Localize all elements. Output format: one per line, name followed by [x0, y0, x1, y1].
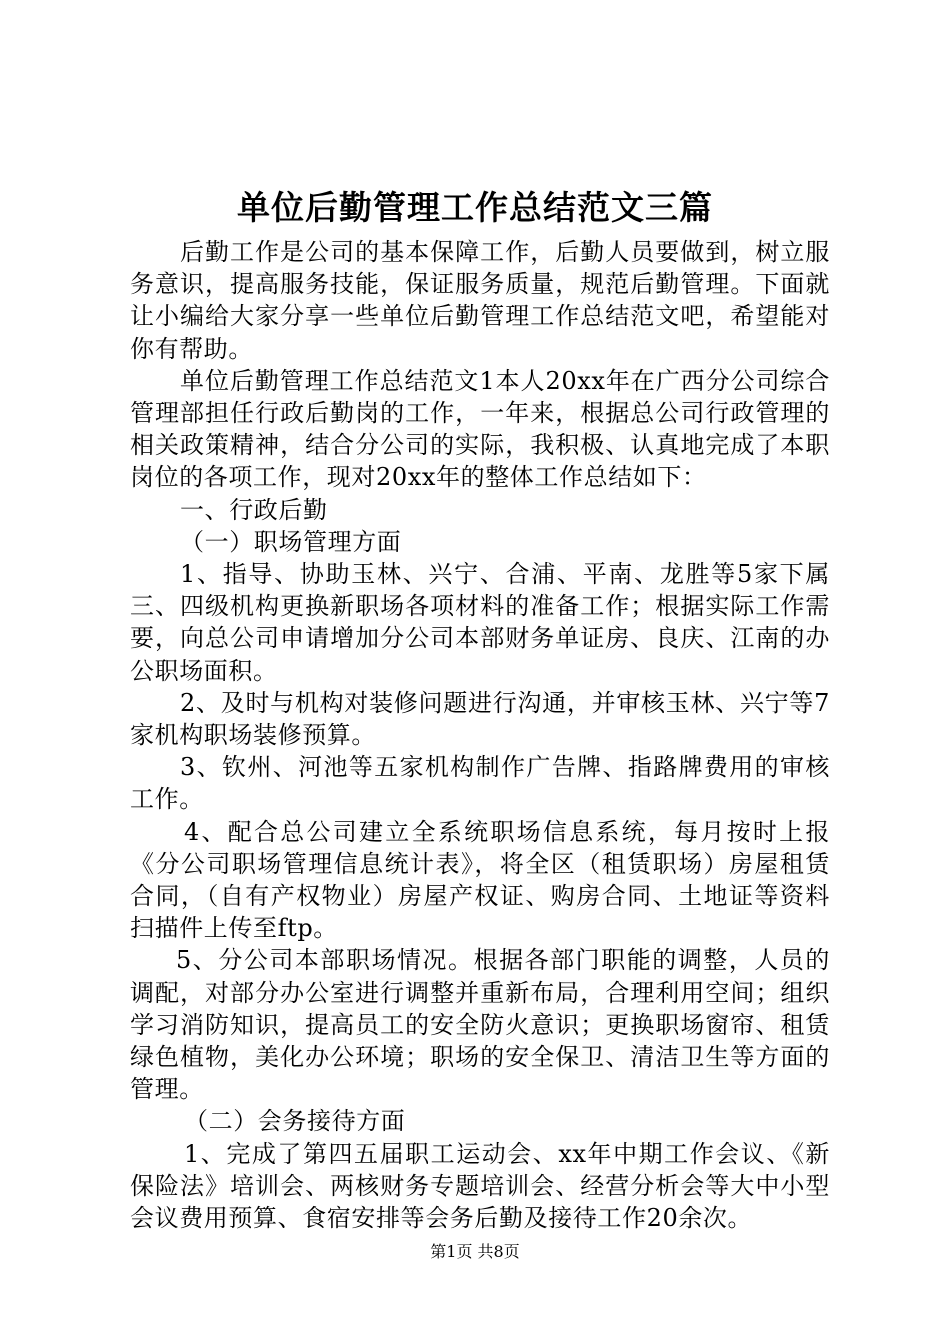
paragraph-intro: 后勤工作是公司的基本保障工作，后勤人员要做到，树立服务意识，提高服务技能，保证服务质量，规范后勤管理。下面就让小编给大家分享一些单位后勤管理工作总结范文吧，希望能对你有帮助。 [130, 238, 830, 363]
heading-workplace-management: （一）职场管理方面 [180, 527, 402, 556]
paragraph-item-4: 4、配合总公司建立全系统职场信息系统，每月按时上报《分公司职场管理信息统计表》，将全区（租赁职场）房屋租赁合同，（自有产权物业）房屋产权证、购房合同、土地证等资料扫描件上传至ftp。 [130, 817, 830, 943]
document-body [130, 236, 830, 1234]
page-footer: 第1页 共8页 [430, 1242, 520, 1261]
paragraph-item-5: 5、分公司本部职场情况。根据各部门职能的调整，人员的调配，对部分办公室进行调整并重新布局，合理利用空间；组织学习消防知识，提高员工的安全防火意识；更换职场窗帘、租赁绿色植物，美化办公环境；职场的安全保卫、清洁卫生等方面的管理。 [130, 946, 830, 1104]
paragraph-summary-1: 单位后勤管理工作总结范文1本人20xx年在广西分公司综合管理部担任行政后勤岗的工作，一年来，根据总公司行政管理的相关政策精神，结合分公司的实际，我积极、认真地完成了本职岗位的各项工作，现对20xx年的整体工作总结如下： [130, 366, 830, 492]
document-title: 单位后勤管理工作总结范文三篇 [237, 188, 713, 227]
paragraph-item-1: 1、指导、协助玉林、兴宁、合浦、平南、龙胜等5家下属三、四级机构更换新职场各项材料的准备工作；根据实际工作需要，向总公司申请增加分公司本部财务单证房、良庆、江南的办公职场面积。 [130, 560, 830, 685]
paragraph-item-2: 2、及时与机构对装修问题进行沟通，并审核玉林、兴宁等7家机构职场装修预算。 [130, 688, 830, 750]
heading-conference-reception: （二）会务接待方面 [184, 1107, 406, 1136]
heading-admin-logistics: 一、行政后勤 [180, 495, 328, 524]
paragraph-conference-item-1: 1、完成了第四五届职工运动会、xx年中期工作会议、《新保险法》培训会、两核财务专题培训会、经营分析会等大中小型会议费用预算、食宿安排等会务后勤及接待工作20余次。 [130, 1139, 830, 1233]
paragraph-item-3: 3、钦州、河池等五家机构制作广告牌、指路牌费用的审核工作。 [130, 753, 830, 814]
